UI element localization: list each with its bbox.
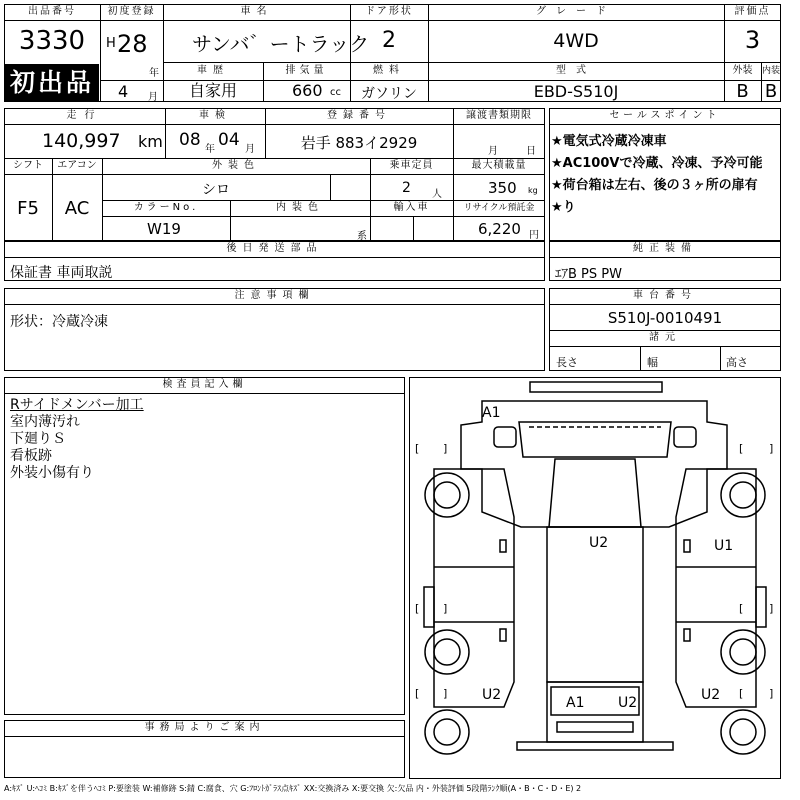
first-reg-label: 初度登録: [107, 6, 156, 17]
later-parts-label: 後日発送部品: [226, 243, 323, 254]
recycle-label: リサイクル預託金: [463, 203, 535, 213]
wheel-rear-left: [425, 630, 469, 674]
transfer-label: 譲渡書類期限: [466, 110, 532, 121]
mark-u2-bed: U2: [618, 695, 638, 711]
inspection-month: 04: [218, 130, 240, 150]
svg-text:[: [: [739, 442, 744, 455]
right-step: [756, 587, 766, 627]
interior-label: 内装: [761, 66, 780, 76]
score-label: 評価点: [734, 6, 771, 17]
ac-label: エアコン: [57, 160, 97, 171]
inspector-line: 外装小傷有り: [10, 465, 94, 481]
inspector-line: 下廻りＳ: [10, 431, 66, 447]
grade-label: グレード: [536, 6, 616, 17]
svg-text:]: ]: [443, 687, 448, 700]
lot-number: 3330: [18, 26, 86, 56]
wheel-bottom-right: [721, 710, 765, 754]
inspection-year-unit: 年: [205, 144, 215, 155]
mark-u1-right: U1: [714, 538, 734, 554]
sales-point-line: ★荷台箱は左右、後の３ヶ所の扉有: [551, 178, 758, 193]
mark-u2-bottom-right: U2: [701, 687, 721, 703]
name-label: 車名: [240, 6, 273, 17]
mileage-label: 走行: [66, 110, 103, 121]
svg-text:[: [: [415, 442, 420, 455]
wheel-rear-right: [721, 630, 765, 674]
genuine-equipment-label: 純正装備: [633, 243, 697, 254]
shift-label: シフト: [13, 160, 43, 171]
car-name: サンバ゛ートラック: [192, 32, 370, 56]
notes-value: 形状：冷蔵冷凍: [10, 314, 108, 330]
transfer-day-unit: 日: [526, 146, 536, 157]
sales-points-label: セールスポイント: [609, 110, 721, 121]
roof-outline: [530, 382, 662, 392]
transfer-month-unit: 月: [488, 146, 498, 157]
first-listing-badge: 初出品: [5, 64, 99, 101]
displacement-label: 排気量: [285, 65, 328, 76]
inspection-label: 車検: [199, 110, 231, 121]
svg-text:]: ]: [443, 442, 448, 455]
sales-point-line: ★り: [551, 200, 576, 215]
model: EBD-S510J: [533, 82, 619, 101]
left-headlight: [494, 427, 516, 447]
cab-front-outline: [461, 401, 727, 527]
notes-label: 注意事項欄: [234, 290, 315, 301]
tailgate-area: [547, 682, 643, 742]
svg-text:]: ]: [443, 602, 448, 615]
month-unit: 月: [148, 92, 158, 103]
later-parts-value: 保証書 車両取説: [10, 265, 113, 281]
model-label: 型式: [556, 65, 596, 76]
svg-text:]: ]: [769, 442, 774, 455]
history: 自家用: [188, 81, 237, 100]
svg-text:]: ]: [769, 602, 774, 615]
inspector-line: Rサイドメンバー加工: [10, 397, 144, 413]
mark-u2-center: U2: [589, 535, 609, 551]
load-label: 最大積載量: [471, 160, 527, 171]
inspection-month-unit: 月: [245, 144, 255, 155]
vehicle-damage-diagram: [409, 377, 782, 780]
inspector-label: 検査員記入欄: [162, 379, 247, 390]
exterior-grade: B: [736, 81, 749, 102]
ac: AC: [64, 198, 90, 219]
length-label: 長さ: [556, 356, 578, 369]
score: 3: [744, 26, 761, 54]
sales-point-line: ★電気式冷蔵冷凍車: [551, 134, 667, 149]
year: 28: [117, 30, 148, 58]
mark-a1-bed: A1: [566, 695, 585, 711]
color: シロ: [202, 182, 230, 198]
color-no: W19: [147, 220, 181, 238]
legend: A:ｷｽﾞ U:ﾍｺﾐ B:ｷｽﾞを伴うﾍｺﾐ P:要塗装 W:補修跡 S:錆 C:腐食、穴 G:ﾌﾛﾝﾄｶﾞﾗｽ点ｷｽﾞ XX:交換済み X:要交換 欠:欠品 内・外装評価 5段階ﾗﾝｸ順(A・B・C・D・E) 2: [4, 784, 582, 793]
width-label: 幅: [647, 356, 658, 369]
inspector-line: 室内薄汚れ: [10, 414, 80, 430]
sales-point-line: ★AC100Vで冷蔵、冷凍、予冷可能: [551, 156, 763, 171]
recycle-unit: 円: [529, 230, 539, 241]
wheel-front-right: [721, 473, 765, 517]
wheel-front-left: [425, 473, 469, 517]
fuel-label: 燃料: [373, 65, 405, 76]
lot-label: 出品番号: [28, 6, 76, 17]
svg-text:[: [: [739, 602, 744, 615]
left-step: [424, 587, 434, 627]
genuine-equipment-value: ｴｱB PS PW: [555, 267, 622, 282]
history-label: 車歴: [197, 65, 229, 76]
era: H: [106, 36, 116, 51]
color-label: 外装色: [212, 160, 260, 171]
svg-text:[: [: [739, 687, 744, 700]
month: 4: [118, 82, 129, 101]
mileage: 140,997: [42, 130, 121, 152]
shift: F5: [17, 198, 39, 219]
recycle: 6,220: [478, 220, 521, 238]
dimensions-label: 諸元: [649, 332, 681, 343]
fuel: ガソリン: [361, 86, 417, 102]
interior-color-suffix: 系: [357, 231, 367, 242]
inspector-line: 看板跡: [10, 448, 52, 464]
capacity-label: 乗車定員: [389, 160, 434, 171]
displacement: 660: [292, 81, 323, 100]
exterior-label: 外装: [732, 65, 753, 76]
import-label: 輸入車: [393, 202, 430, 213]
mileage-unit: km: [138, 132, 163, 151]
mark-a1-top: A1: [482, 405, 501, 421]
load: 350: [488, 179, 517, 197]
left-side-body: [434, 469, 514, 707]
height-label: 高さ: [726, 356, 748, 369]
doors: 2: [382, 28, 396, 53]
interior-color-label: 内装色: [276, 202, 324, 213]
svg-text:]: ]: [769, 687, 774, 700]
grade: 4WD: [553, 30, 599, 52]
right-side-body: [676, 469, 756, 707]
chassis-label: 車台番号: [633, 290, 697, 301]
chassis-number: S510J-0010491: [607, 309, 723, 327]
plate: 岩手 883イ2929: [300, 134, 418, 152]
roof-center: [549, 459, 641, 527]
plate-label: 登録番号: [327, 110, 391, 121]
right-headlight: [674, 427, 696, 447]
wheel-bottom-left: [425, 710, 469, 754]
office-label: 事務局よりご案内: [144, 722, 265, 733]
svg-text:[: [: [415, 602, 420, 615]
mark-u2-bottom-left: U2: [482, 687, 502, 703]
svg-text:[: [: [415, 687, 420, 700]
door-label: ドア形状: [365, 6, 413, 17]
load-unit: kg: [528, 186, 538, 195]
displacement-unit: cc: [330, 87, 341, 98]
color-no-label: カラーNo.: [133, 202, 199, 213]
year-unit: 年: [149, 68, 159, 79]
capacity-unit: 人: [432, 189, 442, 200]
capacity: 2: [402, 180, 411, 196]
interior-grade: B: [764, 81, 778, 102]
inspection-year: 08: [179, 130, 201, 150]
